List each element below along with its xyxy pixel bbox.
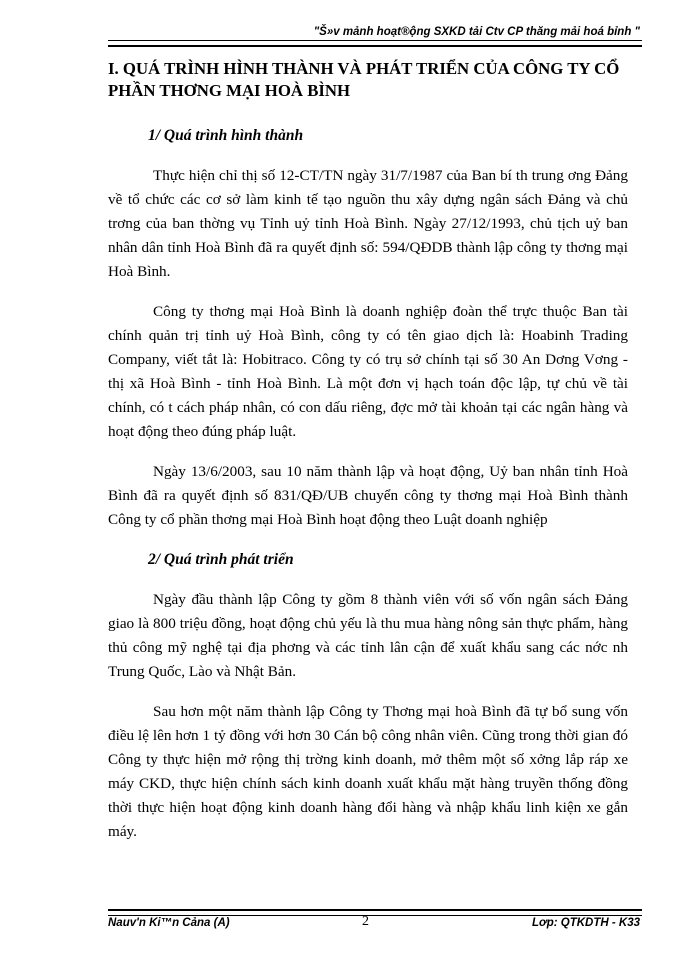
footer-class: Lơp: QTKDTH - K33 (531, 917, 640, 929)
page-number: 2 (362, 914, 369, 929)
paragraph: Công ty thơng mại Hoà Bình là doanh nghiệp đoàn thể trực thuộc Ban tài chính quản trị tỉnh uỷ Hoà Bình, công ty có tên giao dịch là: Hoabinh Trading Company, viết tắt là: Hobitraco. Công ty có trụ sở chính tại số 30 An Dơng Vơng - thị xã Hoà Bình - tỉnh Hoà Bình. Là một đơn vị hạch toán độc lập, tự chủ về tài chính, có t cách pháp nhân, có con dấu riêng, đợc mở tài khoản tại các ngân hàng và hoạt động theo đúng pháp luật. (108, 303, 628, 440)
subheading-formation: 1/ Quá trình hình thành (148, 127, 304, 144)
running-header: "Š»v mảnh hoạt®ộng SXKD tải Ctv CP thăng mải hoá bỉnh " (313, 26, 640, 38)
paragraph: Ngày 13/6/2003, sau 10 năm thành lập và hoạt động, Uỷ ban nhân tỉnh Hoà Bình đã ra quyết định số 831/QĐ/UB chuyển công ty thơng mại Hoà Bình thành Công ty cổ phần thơng mại Hoà Bình hoạt động theo Luật doanh nghiệp (108, 463, 628, 528)
footer-rule (108, 909, 642, 916)
subheading-development: 2/ Quá trình phát triển (148, 551, 294, 568)
header-rule (108, 40, 642, 47)
paragraph: Ngày đầu thành lập Công ty gồm 8 thành viên với số vốn ngân sách Đảng giao là 800 triệu đồng, hoạt động chủ yếu là thu mua hàng nông sản thực phẩm, hàng thủ công mỹ nghệ tại địa phơng và các tỉnh lân cận để xuất khẩu sang các nớc nh Trung Quốc, Lào và Nhật Bản. (108, 591, 628, 680)
paragraph: Sau hơn một năm thành lập Công ty Thơng mại hoà Bình đã tự bổ sung vốn điều lệ lên hơn 1 tỷ đồng với hơn 30 Cán bộ công nhân viên. Cũng trong thời gian đó Công ty thực hiện mở rộng thị trờng kinh doanh, mở thêm một số xởng lắp ráp xe máy CKD, thực hiện chính sách kinh doanh xuất khẩu mặt hàng truyền thống đồng thời thực hiện hoạt động kinh doanh hàng đổi hàng và nhập khẩu linh kiện xe gắn máy. (108, 703, 628, 840)
footer-author: Nauv'n Ki™n Cảna (A) (108, 917, 230, 929)
paragraph: Thực hiện chỉ thị số 12-CT/TN ngày 31/7/1987 của Ban bí th trung ơng Đảng về tổ chức các cơ sở làm kinh tế tạo nguồn thu xây dựng ngân sách Đảng và chủ trơng của ban thờng vụ Tỉnh uỷ tỉnh Hoà Bình. Ngày 27/12/1993, chủ tịch uỷ ban nhân dân tỉnh Hoà Bình đã ra quyết định số: 594/QĐDB thành lập công ty thơng mại Hoà Bình. (108, 167, 628, 280)
section-title: I. QUÁ TRÌNH HÌNH THÀNH VÀ PHÁT TRIỂN CỦA CÔNG TY CỔ PHẦN THƠNG MẠI HOÀ BÌNH (108, 59, 620, 100)
document-body (108, 58, 628, 860)
